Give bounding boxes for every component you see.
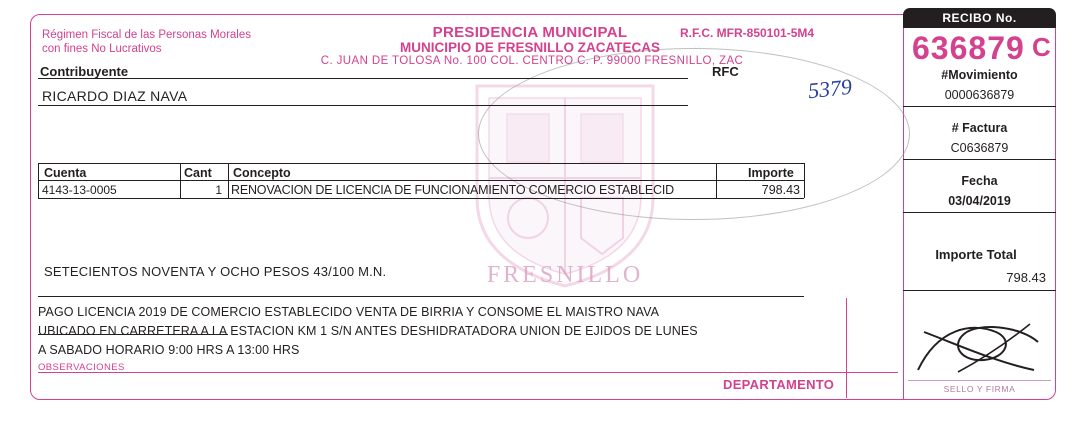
department-divider bbox=[846, 298, 847, 398]
signature-label: SELLO Y FIRMA bbox=[943, 384, 1016, 394]
department-label: DEPARTAMENTO bbox=[723, 377, 835, 392]
taxpayer-label: Contribuyente bbox=[40, 64, 129, 79]
observations-text bbox=[38, 303, 828, 360]
observations-line-2: UBICADO EN CARRETERA A LA ESTACION KM 1 S/N ANTES DESHIDRATADORA UNION DE EJIDOS DE LUNES bbox=[38, 324, 698, 338]
issuer-address: C. JUAN DE TOLOSA No. 100 COL. CENTRO C. P. 99000 FRESNILLO, ZAC bbox=[320, 55, 744, 67]
observations-label: OBSERVACIONES bbox=[38, 362, 125, 373]
table-cell-concepto: RENOVACION DE LICENCIA DE FUNCIONAMIENTO COMERCIO ESTABLECID bbox=[231, 183, 674, 197]
seal-city-name: FRESNILLO bbox=[486, 262, 644, 288]
date-rule bbox=[903, 212, 1056, 213]
taxpayer-rfc-handwritten-value: 5379 bbox=[806, 73, 854, 104]
receipt-number-value: 636879 bbox=[912, 30, 1025, 66]
invoice-rule bbox=[903, 159, 1056, 160]
table-top-rule bbox=[38, 163, 804, 164]
table-vrule-cant-left bbox=[180, 163, 181, 198]
observations-bottom-rule bbox=[38, 372, 898, 373]
signature-mark bbox=[910, 318, 1050, 380]
table-header-importe: Importe bbox=[748, 166, 794, 180]
movement-rule bbox=[903, 106, 1056, 107]
total-amount-rule bbox=[903, 290, 1056, 291]
signature-rule bbox=[908, 380, 1051, 381]
table-cell-cant: 1 bbox=[215, 183, 222, 197]
invoice-value: C0636879 bbox=[950, 141, 1009, 155]
invoice-label: # Factura bbox=[951, 121, 1008, 135]
table-cell-importe: 798.43 bbox=[761, 183, 800, 197]
table-vrule-right bbox=[804, 163, 805, 198]
amount-in-words: SETECIENTOS NOVENTA Y OCHO PESOS 43/100 M.N. bbox=[44, 264, 387, 279]
table-vrule-left bbox=[38, 163, 39, 198]
taxpayer-name-rule bbox=[38, 105, 688, 106]
taxpayer-rfc-label: RFC bbox=[712, 64, 739, 79]
total-amount-label: Importe Total bbox=[935, 247, 1017, 262]
issuer-rfc: R.F.C. MFR-850101-5M4 bbox=[680, 26, 815, 40]
taxpayer-label-rule bbox=[38, 78, 688, 79]
observations-strike-rule bbox=[38, 334, 228, 335]
date-label: Fecha bbox=[961, 174, 998, 188]
table-header-concepto: Concepto bbox=[233, 166, 291, 180]
observations-line-1: PAGO LICENCIA 2019 DE COMERCIO ESTABLECIDO VENTA DE BIRRIA Y CONSOME EL MAISTRO NAVA bbox=[38, 305, 660, 319]
issuer-subtitle: MUNICIPIO DE FRESNILLO ZACATECAS bbox=[399, 40, 660, 55]
table-vrule-concepto-left bbox=[228, 163, 229, 198]
movement-label: #Movimiento bbox=[941, 68, 1018, 82]
observations-line-3: A SABADO HORARIO 9:00 HRS A 13:00 HRS bbox=[38, 343, 300, 357]
amount-words-rule bbox=[38, 296, 804, 297]
movement-value: 0000636879 bbox=[944, 88, 1015, 102]
total-amount-value: 798.43 bbox=[1006, 270, 1046, 285]
table-header-cant: Cant bbox=[184, 166, 212, 180]
recibo-number-tab: RECIBO No. bbox=[903, 8, 1056, 28]
table-bottom-rule bbox=[38, 198, 804, 199]
receipt-series-letter: C bbox=[1032, 32, 1051, 62]
table-cell-cuenta: 4143-13-0005 bbox=[42, 183, 117, 197]
table-header-cuenta: Cuenta bbox=[44, 166, 87, 180]
taxpayer-name: RICARDO DIAZ NAVA bbox=[42, 88, 188, 104]
date-value: 03/04/2019 bbox=[948, 194, 1011, 208]
issuer-title: PRESIDENCIA MUNICIPAL bbox=[432, 24, 628, 41]
fiscal-regime-text: Régimen Fiscal de las Personas Morales con fines No Lucrativos bbox=[42, 29, 252, 55]
table-header-rule bbox=[38, 180, 804, 181]
